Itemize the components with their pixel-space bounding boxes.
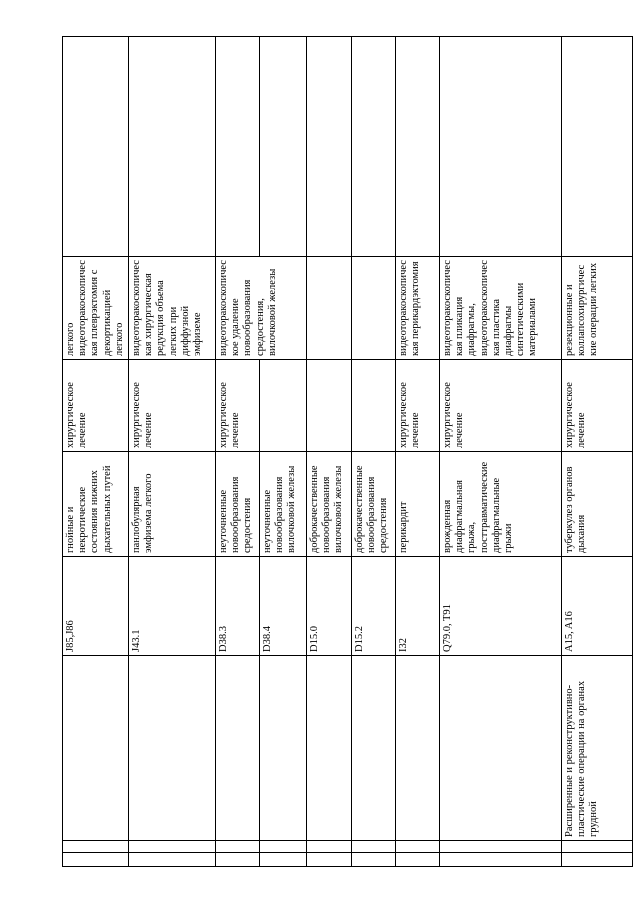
group-cell [260,841,307,853]
group-cell [352,841,396,853]
method-cell: видеоторакоскопическое удаление новообразования средостения, вилочковой железы [216,257,307,360]
section-cell [396,656,440,841]
table-row [260,37,307,867]
group-cell [216,841,260,853]
section-cell [63,656,129,841]
table-row [63,37,129,867]
number-cell [396,853,440,867]
table-row [307,37,352,867]
code-cell: D38.3 [216,557,260,656]
diagnosis-cell: неуточненные новообразования средостения [216,452,260,557]
number-cell [260,853,307,867]
diagnosis-cell: панлобулярная эмфизема легкого [129,452,216,557]
code-cell: J43.1 [129,557,216,656]
section-cell [440,656,562,841]
rotated-table-wrapper [62,37,628,867]
table-row [129,37,216,867]
table-row [440,37,562,867]
table-row [562,37,633,867]
treatment-cell [307,360,352,452]
number-cell [216,853,260,867]
method-cell: видеоторакоскопическая перикардэктомия [396,257,440,360]
method-cell: резекционные и коллапсохирургические операции легких [562,257,633,360]
table-row [396,37,440,867]
treatment-cell: хирургическое лечение [562,360,633,452]
diagnosis-cell: туберкулез органов дыхания [562,452,633,557]
method-cell [352,257,396,360]
group-cell [307,841,352,853]
extra-cell [352,37,396,257]
extra-cell [216,37,260,257]
code-cell: A15, A16 [562,557,633,656]
number-cell [440,853,562,867]
code-cell: J85,J86 [63,557,129,656]
code-cell: D15.0 [307,557,352,656]
code-cell: D38.4 [260,557,307,656]
number-cell [562,853,633,867]
treatment-cell: хирургическое лечение [440,360,562,452]
group-cell [129,841,216,853]
number-cell [129,853,216,867]
treatment-cell [352,360,396,452]
number-cell [63,853,129,867]
extra-cell [440,37,562,257]
method-cell: легкого видеоторакоскопическая плеврэктомия с декортикацией легкого [63,257,129,360]
section-cell [260,656,307,841]
treatment-cell: хирургическое лечение [216,360,260,452]
diagnosis-cell: перикардит [396,452,440,557]
extra-cell [63,37,129,257]
code-cell: I32 [396,557,440,656]
code-cell: D15.2 [352,557,396,656]
code-cell: Q79.0, T91 [440,557,562,656]
medical-procedures-table [62,36,633,867]
diagnosis-cell: доброкачественные новообразования средостения [352,452,396,557]
section-cell [129,656,216,841]
extra-cell [260,37,307,257]
method-cell: видеоторакоскопическая хирургическая редукция объема легких при диффузной эмфиземе [129,257,216,360]
extra-cell [562,37,633,257]
extra-cell [129,37,216,257]
group-cell [396,841,440,853]
diagnosis-cell: неуточненные новообразования вилочковой железы [260,452,307,557]
treatment-cell: хирургическое лечение [63,360,129,452]
treatment-cell: хирургическое лечение [129,360,216,452]
table-row [352,37,396,867]
treatment-cell [260,360,307,452]
group-cell [440,841,562,853]
diagnosis-cell: врожденная диафрагмальная грыжа, посттравматические диафрагмальные грыжи [440,452,562,557]
section-cell [352,656,396,841]
section-cell: Расширенные и реконструктивно-пластические операции на органах грудной [562,656,633,841]
table-row [216,37,260,867]
extra-cell [307,37,352,257]
treatment-cell: хирургическое лечение [396,360,440,452]
method-cell [307,257,352,360]
page-content [62,37,628,867]
number-cell [307,853,352,867]
group-cell [562,841,633,853]
diagnosis-cell: гнойные и некротические состояния нижних дыхательных путей [63,452,129,557]
method-cell: видеоторакоскопическая пликация диафрагмы, видеоторакоскопическая пластика диафрагмы синтетическими материалами [440,257,562,360]
diagnosis-cell: доброкачественные новообразования вилочковой железы [307,452,352,557]
group-cell [63,841,129,853]
extra-cell [396,37,440,257]
section-cell [216,656,260,841]
section-cell [307,656,352,841]
number-cell [352,853,396,867]
